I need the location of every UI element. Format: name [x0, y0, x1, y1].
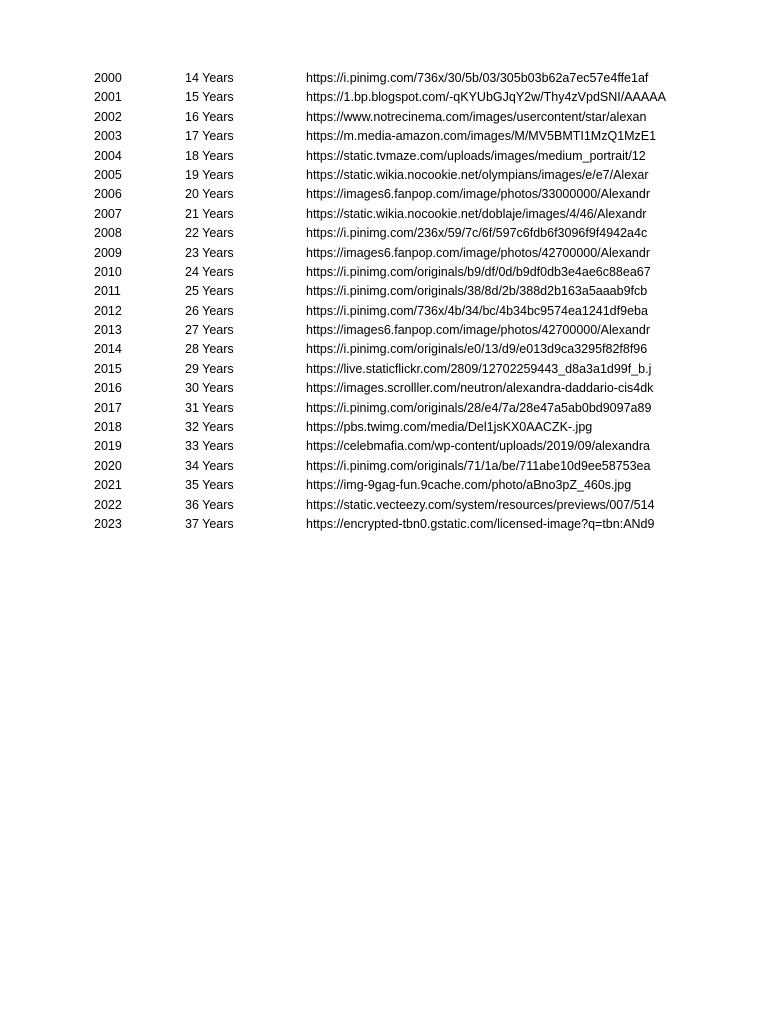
year-cell: 2000 [94, 71, 122, 85]
age-cell: 34 Years [185, 458, 234, 473]
year-cell: 2015 [94, 361, 122, 376]
year-cell: 2004 [94, 148, 122, 163]
url-cell: https://live.staticflickr.com/2809/12702259443_d8a3a1d99f_b.j [306, 361, 652, 376]
url-cell: https://i.pinimg.com/originals/38/8d/2b/388d2b163a5aaab9fcb [306, 284, 648, 299]
table-row [0, 263, 768, 282]
url-cell: https://encrypted-tbn0.gstatic.com/licensed-image?q=tbn:ANd9 [306, 516, 655, 531]
age-cell: 27 Years [185, 323, 234, 338]
url-cell: https://i.pinimg.com/originals/71/1a/be/711abe10d9ee58753ea [306, 458, 651, 473]
age-cell: 36 Years [185, 497, 234, 512]
year-cell: 2001 [94, 90, 122, 105]
year-cell: 2018 [94, 420, 122, 435]
url-cell: https://1.bp.blogspot.com/-qKYUbGJqY2w/Thy4zVpdSNI/AAAAA [306, 90, 666, 105]
year-cell: 2021 [94, 478, 122, 493]
age-cell: 29 Years [185, 361, 234, 376]
url-cell: https://static.tvmaze.com/uploads/images/medium_portrait/12 [306, 148, 646, 163]
age-cell: 14 Years [185, 71, 234, 85]
url-cell: https://images6.fanpop.com/image/photos/42700000/Alexandr [306, 323, 650, 338]
year-cell: 2005 [94, 167, 122, 182]
year-cell: 2022 [94, 497, 122, 512]
url-cell: https://static.wikia.nocookie.net/olympians/images/e/e7/Alexar [306, 167, 649, 182]
url-cell: https://static.wikia.nocookie.net/doblaje/images/4/46/Alexandr [306, 206, 647, 221]
url-cell: https://i.pinimg.com/originals/b9/df/0d/b9df0db3e4ae6c88ea67 [306, 264, 651, 279]
age-cell: 37 Years [185, 516, 234, 531]
table-row [0, 437, 768, 456]
year-cell: 2016 [94, 381, 122, 396]
url-cell: https://i.pinimg.com/originals/e0/13/d9/e013d9ca3295f82f8f96 [306, 342, 648, 357]
url-cell: https://i.pinimg.com/736x/4b/34/bc/4b34bc9574ea1241df9eba [306, 303, 648, 318]
table-row [0, 185, 768, 204]
age-cell: 15 Years [185, 90, 234, 105]
table-row [0, 457, 768, 476]
age-cell: 35 Years [185, 478, 234, 493]
age-cell: 30 Years [185, 381, 234, 396]
table-row [0, 166, 768, 185]
url-cell: https://i.pinimg.com/originals/28/e4/7a/28e47a5ab0bd9097a89 [306, 400, 652, 415]
table-row [0, 321, 768, 340]
spreadsheet-table [0, 69, 768, 534]
table-row [0, 399, 768, 418]
url-cell: https://images6.fanpop.com/image/photos/33000000/Alexandr [306, 187, 650, 202]
url-cell: https://images.scrolller.com/neutron/alexandra-daddario-cis4dk [306, 381, 654, 396]
url-cell: https://pbs.twimg.com/media/Del1jsKX0AACZK-.jpg [306, 420, 593, 435]
year-cell: 2023 [94, 516, 122, 531]
url-cell: https://i.pinimg.com/736x/30/5b/03/305b03b62a7ec57e4ffe1af [306, 71, 649, 85]
url-cell: https://images6.fanpop.com/image/photos/42700000/Alexandr [306, 245, 650, 260]
table-row [0, 147, 768, 166]
year-cell: 2002 [94, 109, 122, 124]
age-cell: 21 Years [185, 206, 234, 221]
age-cell: 32 Years [185, 420, 234, 435]
table-row [0, 88, 768, 107]
url-cell: https://img-9gag-fun.9cache.com/photo/aBno3pZ_460s.jpg [306, 478, 632, 493]
table-row [0, 244, 768, 263]
age-cell: 24 Years [185, 264, 234, 279]
table-row [0, 302, 768, 321]
url-cell: https://static.vecteezy.com/system/resources/previews/007/514 [306, 497, 655, 512]
table-row [0, 108, 768, 127]
year-cell: 2017 [94, 400, 122, 415]
year-cell: 2003 [94, 129, 122, 144]
table-row [0, 476, 768, 495]
year-cell: 2011 [94, 284, 121, 299]
year-cell: 2012 [94, 303, 122, 318]
age-cell: 16 Years [185, 109, 234, 124]
age-cell: 23 Years [185, 245, 234, 260]
year-cell: 2009 [94, 245, 122, 260]
table-row [0, 205, 768, 224]
year-cell: 2019 [94, 439, 122, 454]
table-row [0, 69, 768, 88]
age-cell: 17 Years [185, 129, 234, 144]
table-row [0, 224, 768, 243]
url-cell: https://celebmafia.com/wp-content/uploads/2019/09/alexandra [306, 439, 650, 454]
year-cell: 2010 [94, 264, 122, 279]
age-cell: 25 Years [185, 284, 234, 299]
age-cell: 33 Years [185, 439, 234, 454]
table-row [0, 418, 768, 437]
url-cell: https://www.notrecinema.com/images/usercontent/star/alexan [306, 109, 647, 124]
table-row [0, 282, 768, 301]
year-cell: 2008 [94, 226, 122, 241]
table-row [0, 496, 768, 515]
table-row [0, 515, 768, 534]
table-row [0, 360, 768, 379]
year-cell: 2014 [94, 342, 122, 357]
url-cell: https://i.pinimg.com/236x/59/7c/6f/597c6fdb6f3096f9f4942a4c [306, 226, 648, 241]
year-cell: 2013 [94, 323, 122, 338]
url-cell: https://m.media-amazon.com/images/M/MV5BMTI1MzQ1MzE1 [306, 129, 657, 144]
age-cell: 20 Years [185, 187, 234, 202]
age-cell: 31 Years [185, 400, 234, 415]
age-cell: 26 Years [185, 303, 234, 318]
age-cell: 18 Years [185, 148, 234, 163]
age-cell: 28 Years [185, 342, 234, 357]
age-cell: 19 Years [185, 167, 234, 182]
year-cell: 2006 [94, 187, 122, 202]
year-cell: 2020 [94, 458, 122, 473]
year-cell: 2007 [94, 206, 122, 221]
age-cell: 22 Years [185, 226, 234, 241]
table-row [0, 127, 768, 146]
table-row [0, 379, 768, 398]
table-row [0, 340, 768, 359]
